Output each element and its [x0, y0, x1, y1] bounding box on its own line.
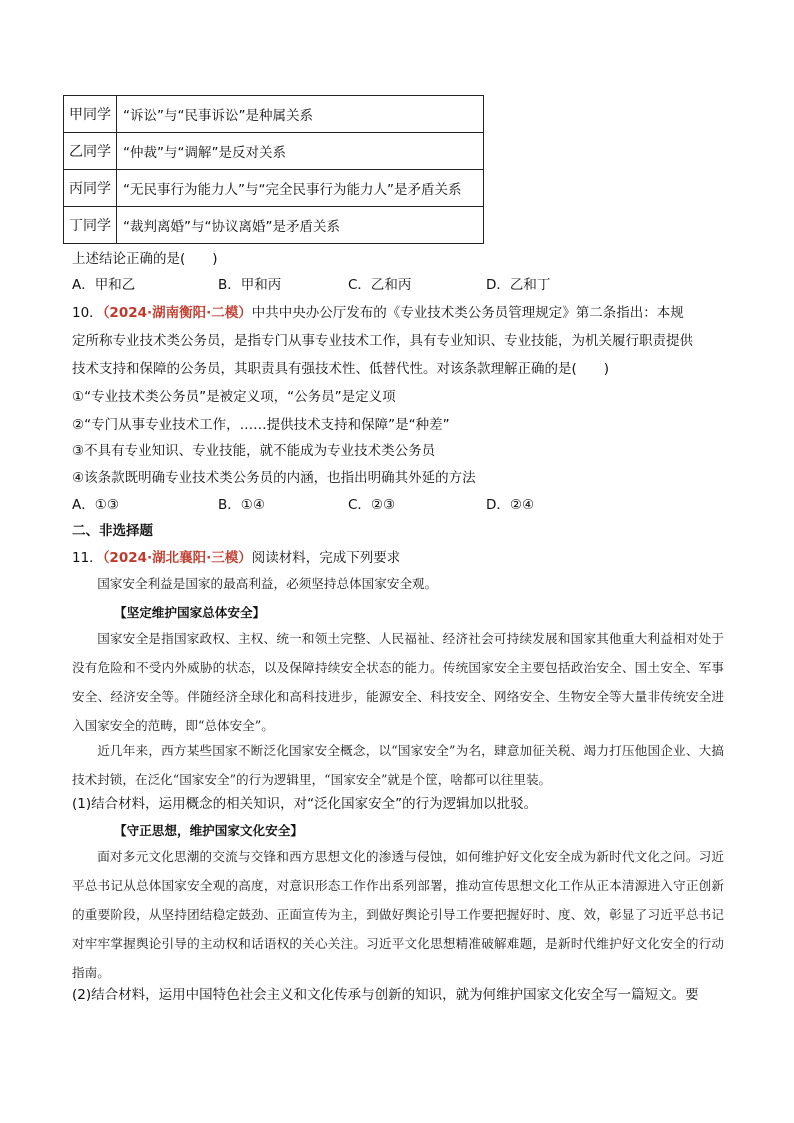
- q11-sub-question-2: (2)结合材料，运用中国特色社会主义和文化传承与创新的知识，就为何维护国家文化安全写一篇短文。要: [72, 987, 699, 1003]
- material-para-1: [72, 624, 724, 740]
- q10-option-c: C．②③: [348, 497, 396, 513]
- table-row: [64, 96, 484, 133]
- student-cell: 乙同学: [64, 133, 117, 170]
- student-cell: 丙同学: [64, 170, 117, 207]
- q10-source: （2024·湖南衡阳·二模）: [102, 305, 252, 321]
- q10-number: 10．: [72, 305, 103, 321]
- q9-option-d: D．乙和丁: [486, 277, 551, 293]
- q10-stem-text: 中共中央办公厅发布的《专业技术类公务员管理规定》第二条指出：本规: [251, 305, 684, 321]
- q10-item-2: ②“专门从事专业技术工作，……提供技术支持和保障”是“种差”: [72, 417, 450, 433]
- q10-item-3: ③不具有专业知识、专业技能，就不能成为专业技术类公务员: [72, 443, 436, 459]
- q10-stem-line2: 定所称专业技术类公务员，是指专门从事专业技术工作，具有专业知识、专业技能，为机关履行职责提供: [72, 333, 693, 349]
- table-row: [64, 170, 484, 207]
- q10-stem-line1: [72, 304, 684, 322]
- material-para-2: [72, 736, 724, 794]
- para-text: 国家安全是指国家政权、主权、统一和领土完整、人民福祉、经济社会可持续发展和国家其他重大利益相对处于没有危险和不受内外威胁的状态，以及保障持续安全状态的能力。传统国家安全主要包括政治安全、国土安全、军事安全、经济安全等。伴随经济全球化和高科技进步，能源安全、科技安全、网络安全、生物安全等大量非传统安全进入国家安全的范畴，即“总体安全”。: [72, 631, 724, 733]
- student-cell: 丁同学: [64, 207, 117, 244]
- q11-sub-question-1: (1)结合材料，运用概念的相关知识，对“泛化国家安全”的行为逻辑加以批驳。: [72, 796, 538, 812]
- statement-cell: “无民事行为能力人”与“完全民事行为能力人”是矛盾关系: [117, 170, 484, 207]
- material-heading-1: 【坚定维护国家总体安全】: [114, 605, 266, 620]
- para-text: 面对多元文化思潮的交流与交锋和西方思想文化的渗透与侵蚀，如何维护好文化安全成为新时代文化之问。习近平总书记从总体国家安全观的高度，对意识形态工作作出系列部署，推动宣传思想文化工作从正本清源进入守正创新的重要阶段，从坚持团结稳定鼓劲、正面宣传为主，到做好舆论引导工作要把握好时、度、效，彰显了习近平总书记对牢牢掌握舆论引导的主动权和话语权的关心关注。习近平文化思想精准破解难题，是新时代维护好文化安全的行动指南。: [72, 849, 724, 980]
- q11-number: 11．: [72, 550, 103, 566]
- q11-stem: [72, 549, 400, 567]
- q10-option-b: B．①④: [218, 497, 265, 513]
- intro-text: 国家安全利益是国家的最高利益，必须坚持总体国家安全观。: [97, 576, 438, 591]
- q9-option-a: A．甲和乙: [72, 277, 136, 293]
- table-row: [64, 207, 484, 244]
- q10-option-d: D．②④: [486, 497, 535, 513]
- statement-cell: “仲裁”与“调解”是反对关系: [117, 133, 484, 170]
- statement-table: [63, 95, 484, 244]
- q10-option-a: A．①③: [72, 497, 119, 513]
- q10-item-1: ①“专业技术类公务员”是被定义项，“公务员”是定义项: [72, 389, 396, 405]
- q10-item-4: ④该条款既明确专业技术类公务员的内涵，也指出明确其外延的方法: [72, 470, 476, 486]
- q10-stem-line3: 技术支持和保障的公务员，其职责具有强技术性、低替代性。对该条款理解正确的是( ): [72, 361, 610, 377]
- material-intro: [72, 569, 724, 598]
- q9-stem: 上述结论正确的是( ): [72, 251, 218, 267]
- statement-cell: “诉讼”与“民事诉讼”是种属关系: [117, 96, 484, 133]
- q9-option-b: B．甲和丙: [218, 277, 282, 293]
- material-para-3: [72, 842, 724, 987]
- section-heading: 二、非选择题: [72, 523, 153, 539]
- q9-option-c: C．乙和丙: [348, 277, 412, 293]
- q11-source: （2024·湖北襄阳·三模）: [102, 550, 252, 566]
- material-heading-2: 【守正思想，维护国家文化安全】: [114, 823, 303, 838]
- student-cell: 甲同学: [64, 96, 117, 133]
- q11-stem-text: 阅读材料，完成下列要求: [251, 550, 401, 566]
- table-row: [64, 133, 484, 170]
- para-text: 近几年来，西方某些国家不断泛化国家安全概念，以“国家安全”为名，肆意加征关税、竭力打压他国企业、大搞技术封锁，在泛化“国家安全”的行为逻辑里，“国家安全”就是个筐，啥都可以往里装。: [72, 743, 724, 787]
- statement-cell: “裁判离婚”与“协议离婚”是矛盾关系: [117, 207, 484, 244]
